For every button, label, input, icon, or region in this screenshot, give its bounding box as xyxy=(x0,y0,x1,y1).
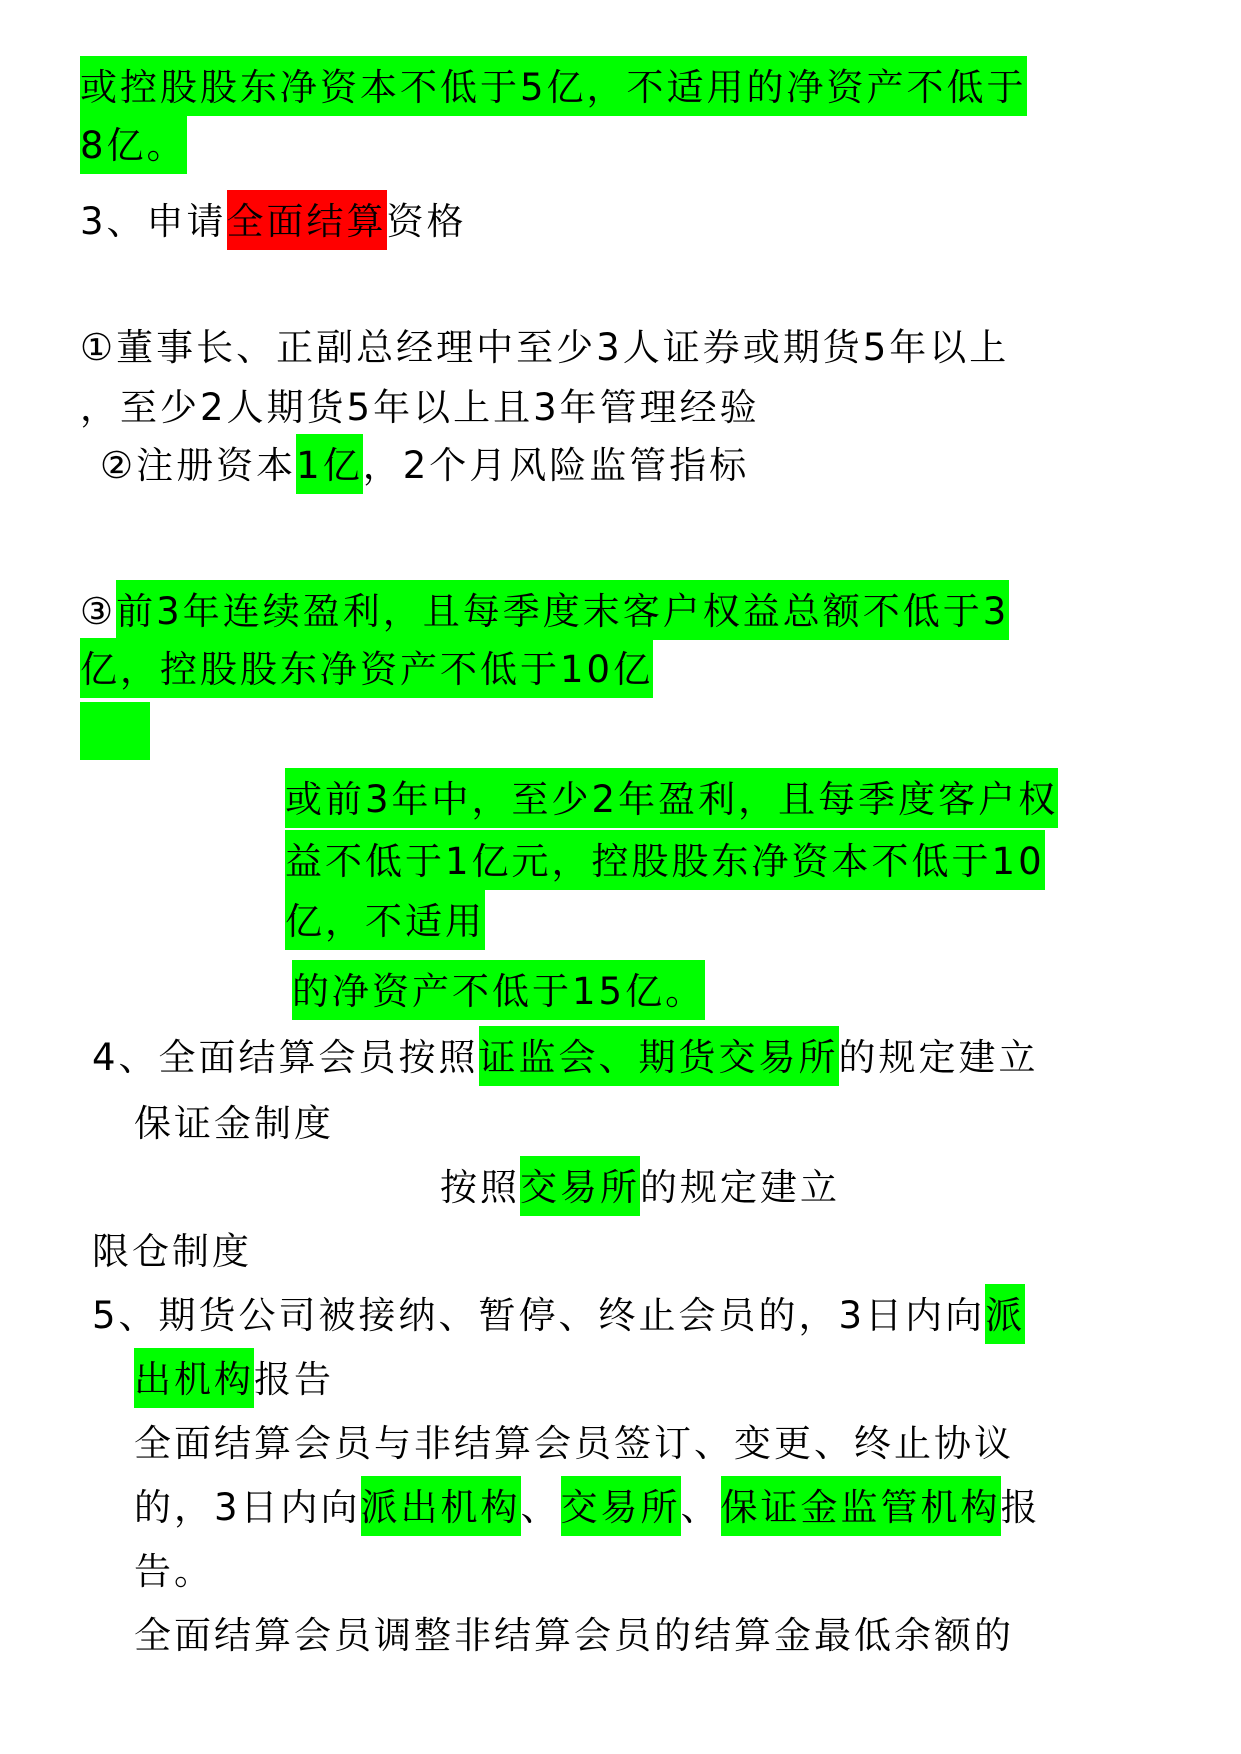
text-line xyxy=(285,768,1058,832)
text-line xyxy=(134,1412,1014,1476)
text-segment: ，2个月风险监管指标 xyxy=(362,444,750,487)
text-segment: 全面结算会员与非结算会员签订、变更、终止协议 xyxy=(134,1422,1014,1465)
highlighted-text: 或前3年中，至少2年盈利，且每季度客户权 xyxy=(285,768,1058,828)
text-line xyxy=(134,1540,214,1604)
text-line xyxy=(134,1348,334,1412)
text-line xyxy=(92,1026,1039,1090)
red-highlighted-text: 全面结算 xyxy=(227,190,387,250)
text-line xyxy=(80,580,1009,644)
text-line xyxy=(134,1476,1041,1540)
highlighted-text: 的净资产不低于15亿。 xyxy=(292,960,705,1020)
highlighted-text: 亿，控股股东净资产不低于10亿 xyxy=(80,638,653,698)
highlighted-text: 前3年连续盈利，且每季度末客户权益总额不低于3 xyxy=(116,580,1009,640)
highlighted-text: 出机构 xyxy=(134,1348,254,1408)
text-segment: 的规定建立 xyxy=(838,1036,1039,1079)
highlighted-text: 交易所 xyxy=(520,1156,640,1216)
text-segment: 报 xyxy=(1000,1486,1041,1529)
text-line xyxy=(134,1092,334,1156)
text-segment: 保证金制度 xyxy=(134,1102,334,1145)
highlighted-text: 派 xyxy=(985,1284,1025,1344)
text-segment: 限仓制度 xyxy=(92,1230,252,1273)
highlighted-text: 派出机构 xyxy=(361,1476,521,1536)
text-line xyxy=(292,960,705,1024)
highlighted-text: 亿，不适用 xyxy=(285,890,485,950)
text-segment: ，至少2人期货5年以上且3年管理经验 xyxy=(80,386,760,429)
text-segment: 、 xyxy=(520,1486,561,1529)
text-line xyxy=(80,190,467,254)
text-line xyxy=(440,1156,840,1220)
highlighted-text: 益不低于1亿元，控股股东净资本不低于10 xyxy=(285,830,1045,890)
text-line xyxy=(92,1220,252,1284)
text-segment: 、 xyxy=(680,1486,721,1529)
text-line xyxy=(80,376,760,440)
text-segment: 的规定建立 xyxy=(640,1166,840,1209)
highlighted-text: 8亿。 xyxy=(80,114,187,174)
text-line xyxy=(80,56,1027,120)
text-line xyxy=(285,890,485,954)
text-segment: 4、全面结算会员按照 xyxy=(92,1036,479,1079)
text-line xyxy=(285,830,1045,894)
text-segment: 3、申请 xyxy=(80,200,227,243)
highlighted-text: 证监会、期货交易所 xyxy=(479,1026,839,1086)
highlighted-text: 或控股股东净资本不低于5亿，不适用的净资产不低于 xyxy=(80,56,1027,116)
text-line xyxy=(80,638,653,702)
text-segment: 全面结算会员调整非结算会员的结算金最低余额的 xyxy=(134,1614,1014,1657)
highlight-block xyxy=(80,702,150,760)
text-segment: 的，3日内向 xyxy=(134,1486,361,1529)
text-line xyxy=(80,114,187,178)
text-segment: ①董事长、正副总经理中至少3人证券或期货5年以上 xyxy=(80,326,1010,369)
text-segment: 告。 xyxy=(134,1550,214,1593)
text-line xyxy=(100,434,749,498)
text-segment: 5、期货公司被接纳、暂停、终止会员的，3日内向 xyxy=(92,1294,986,1337)
highlighted-text: 保证金监管机构 xyxy=(721,1476,1001,1536)
text-line xyxy=(92,1284,1025,1348)
text-segment: ③ xyxy=(80,590,117,633)
highlighted-text: 交易所 xyxy=(561,1476,681,1536)
text-segment: 报告 xyxy=(254,1358,334,1401)
text-segment: 资格 xyxy=(386,200,467,243)
highlighted-text: 1亿 xyxy=(296,434,363,494)
text-segment: 按照 xyxy=(440,1166,520,1209)
text-line xyxy=(80,316,1009,380)
text-line xyxy=(134,1604,1014,1668)
text-segment: ②注册资本 xyxy=(100,444,297,487)
